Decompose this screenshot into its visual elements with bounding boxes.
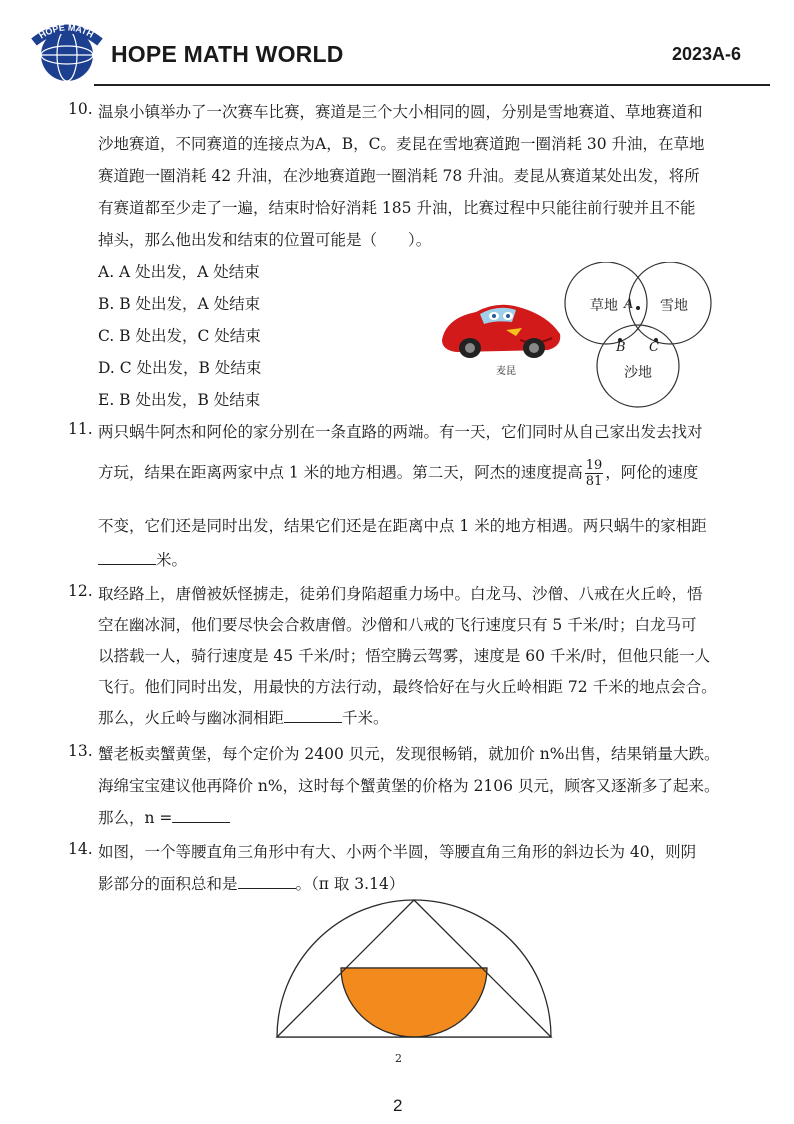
sand-label: 沙地 [624,365,652,381]
exam-code: 2023A-6 [672,44,742,64]
question-text-line: 以搭载一人，骑行速度是 45 千米/时；悟空腾云驾雾，速度是 60 千米/时，但他只能一人 [98,647,711,665]
car-caption: 麦昆 [496,366,516,377]
speed-fraction [585,458,604,489]
question-12 [68,582,748,732]
question-text-fragment: 那么，火丘岭与幽冰洞相距 [98,709,285,727]
question-text-line: 海绵宝宝建议他再降价 n%，这时每个蟹黄堡的价格为 2106 贝元，顾客又逐渐多了起来。 [98,777,720,795]
question-text-line: 飞行。他们同时出发，用最快的方法行动，最终恰好在与火丘岭相距 72 千米的地点会合。 [98,678,717,696]
question-number: 13. [68,742,93,760]
point-c-label: C [649,340,659,355]
answer-blank[interactable] [238,874,296,889]
race-car-illustration [436,290,566,380]
fraction-denominator: 81 [585,474,603,489]
question-number: 14. [68,840,93,858]
answer-line [98,872,404,894]
track-diagram [558,262,728,412]
option-e: E. B 处出发，B 处结束 [98,391,261,409]
question-text-line: 如图，一个等腰直角三角形中有大、小两个半圆，等腰直角三角形的斜边长为 40，则阴 [98,843,697,861]
question-11 [68,420,748,570]
answer-line [98,548,187,570]
triangle-semicircle-figure [272,896,556,1042]
question-text-fragment: 影部分的面积总和是 [98,875,238,893]
point-a-label: A [624,297,634,312]
grass-label: 草地 [590,298,618,314]
question-14 [68,840,748,900]
question-text-line: 掉头，那么他出发和结束的位置可能是（ ）。 [98,231,432,249]
answer-blank[interactable] [284,708,342,723]
logo-text: HOPE MATH [37,22,96,41]
question-text-fragment: ，阿伦的速度 [605,463,699,482]
question-text-fragment: 千米。 [342,709,389,727]
question-text-fragment: 方玩，结果在距离两家中点 1 米的地方相遇。第二天，阿杰的速度提高 [98,463,583,482]
fraction-numerator: 19 [585,458,603,473]
answer-line [98,806,230,828]
question-text-fragment: 那么，n = [98,809,173,827]
question-text-fragment: 。（π 取 3.14） [295,875,405,893]
question-text-line: 两只蜗牛阿杰和阿伦的家分别在一条直路的两端。有一天，它们同时从自己家出发去找对 [98,423,703,441]
question-text-fragment: 米。 [156,551,188,569]
question-13 [68,742,748,832]
option-b: B. B 处出发，A 处结束 [98,295,261,313]
question-text-line: 赛道跑一圈消耗 42 升油，在沙地赛道跑一圈消耗 78 升油。麦昆从赛道某处出发，将所 [98,167,700,185]
logo [30,22,104,84]
option-d: D. C 处出发，B 处结束 [98,359,262,377]
question-number: 12. [68,582,93,600]
question-text-line [98,458,698,489]
option-c: C. B 处出发，C 处结束 [98,327,261,345]
question-text-line: 不变，它们还是同时出发，结果它们还是在距离中点 1 米的地方相遇。两只蜗牛的家相距 [98,517,707,535]
answer-blank[interactable] [172,808,230,823]
answer-blank[interactable] [98,550,156,565]
question-number: 11. [68,420,93,438]
question-text-line: 蟹老板卖蟹黄堡，每个定价为 2400 贝元，发现很畅销，就加价 n%出售，结果销量大跌。 [98,745,720,763]
question-text-line: 空在幽冰洞，他们要尽快会合救唐僧。沙僧和八戒的飞行速度只有 5 千米/时；白龙马可 [98,616,697,634]
page-number: 2 [393,1096,403,1115]
point-a-dot [636,306,640,310]
question-text-line: 取经路上，唐僧被妖怪掳走，徒弟们身陷超重力场中。白龙马、沙僧、八戒在火丘岭，悟 [98,585,703,603]
brand-title: HOPE MATH WORLD [111,41,344,67]
question-text-line: 沙地赛道，不同赛道的连接点为A，B，C。麦昆在雪地赛道跑一圈消耗 30 升油，在草地 [98,135,705,153]
question-text-line: 温泉小镇举办了一次赛车比赛，赛道是三个大小相同的圆，分别是雪地赛道、草地赛道和 [98,103,703,121]
answer-line [98,706,389,728]
point-b-label: B [616,340,626,355]
header-divider [94,84,770,86]
option-a: A. A 处出发，A 处结束 [98,263,260,281]
question-number: 10. [68,100,93,118]
question-text-line: 有赛道都至少走了一遍，结束时恰好消耗 185 升油，比赛过程中只能往前行驶并且不能 [98,199,696,217]
snow-label: 雪地 [660,298,688,314]
figure-label: 2 [395,1052,402,1065]
